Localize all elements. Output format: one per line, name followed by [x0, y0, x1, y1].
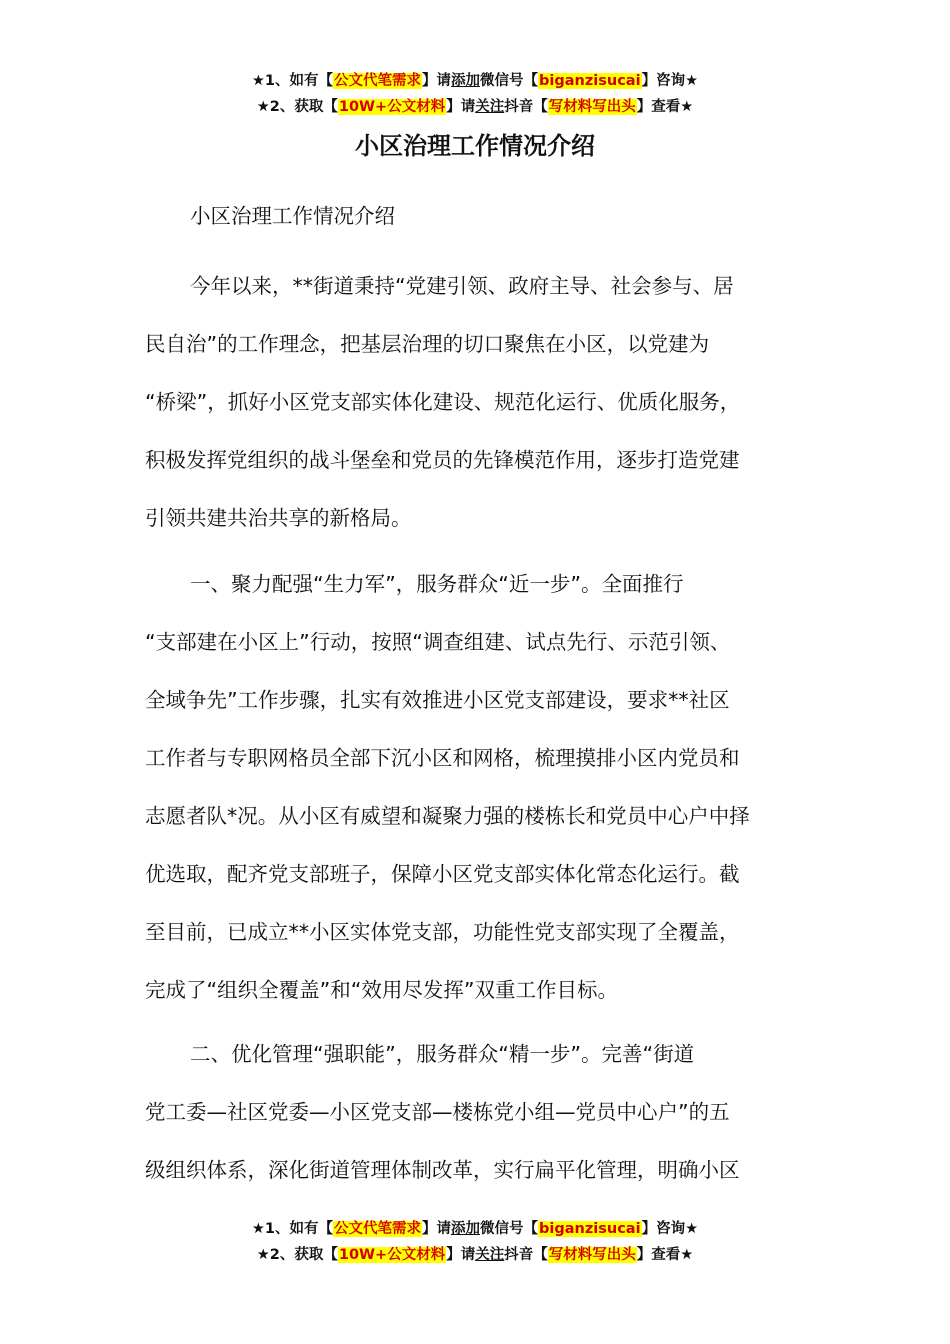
- promo-highlight: 10W+公文材料: [338, 1247, 446, 1263]
- promo-text: ★1、如有【: [251, 73, 334, 89]
- document-subtitle: 小区治理工作情况介绍: [190, 204, 395, 228]
- promo-text: 】咨询★: [641, 73, 699, 89]
- promo-line-1: [0, 1216, 950, 1242]
- promo-line-2: [0, 1242, 950, 1268]
- promo-text: 微信号【: [480, 73, 539, 89]
- promo-underlined: 关注: [475, 1247, 505, 1263]
- paragraph-line: 引领共建共治共享的新格局。: [145, 506, 412, 530]
- promo-text: ★1、如有【: [251, 1221, 334, 1237]
- paragraph-line: 二、优化管理“强职能”，服务群众“精一步”。完善“街道: [190, 1042, 695, 1066]
- paragraph-line: 志愿者队*况。从小区有威望和凝聚力强的楼栋长和党员中心户中择: [145, 804, 750, 828]
- promo-highlight: 公文代笔需求: [334, 73, 422, 89]
- promo-text: 】查看★: [636, 99, 694, 115]
- promo-banner-bottom: [0, 1216, 950, 1268]
- paragraph-line: “支部建在小区上”行动，按照“调查组建、试点先行、示范引领、: [145, 630, 731, 654]
- paragraph-line: 党工委—社区党委—小区党支部—楼栋党小组—党员中心户”的五: [145, 1100, 730, 1124]
- promo-highlight: 公文代笔需求: [334, 1221, 422, 1237]
- promo-text: ★2、获取【: [256, 1247, 338, 1263]
- paragraph-line: 今年以来，**街道秉持“党建引领、政府主导、社会参与、居: [190, 274, 734, 298]
- promo-underlined: 添加: [451, 1221, 481, 1237]
- promo-text: 】请: [422, 73, 452, 89]
- document-title: 小区治理工作情况介绍: [355, 132, 595, 160]
- paragraph-line: 完成了“组织全覆盖”和“效用尽发挥”双重工作目标。: [145, 978, 618, 1002]
- paragraph-line: 优选取，配齐党支部班子，保障小区党支部实体化常态化运行。截: [145, 862, 740, 886]
- promo-text: 】请: [446, 1247, 476, 1263]
- paragraph-2: [145, 555, 845, 1019]
- paragraph-line: 级组织体系，深化街道管理体制改革，实行扁平化管理，明确小区: [145, 1158, 740, 1182]
- promo-text: 】查看★: [636, 1247, 694, 1263]
- promo-highlight: biganzisucai: [539, 73, 641, 89]
- paragraph-line: “桥梁”，抓好小区党支部实体化建设、规范化运行、优质化服务，: [145, 390, 741, 414]
- paragraph-line: 一、聚力配强“生力军”，服务群众“近一步”。全面推行: [190, 572, 684, 596]
- promo-text: 微信号【: [480, 1221, 539, 1237]
- promo-text: 】请: [446, 99, 476, 115]
- paragraph-3: [145, 1025, 845, 1199]
- paragraph-line: 至目前，已成立**小区实体党支部，功能性党支部实现了全覆盖，: [145, 920, 740, 944]
- promo-line-1: [0, 68, 950, 94]
- promo-text: 抖音【: [504, 1247, 548, 1263]
- promo-text: 抖音【: [504, 99, 548, 115]
- promo-text: 】请: [422, 1221, 452, 1237]
- paragraph-line: 工作者与专职网格员全部下沉小区和网格，梳理摸排小区内党员和: [145, 746, 740, 770]
- paragraph-line: 民自治”的工作理念，把基层治理的切口聚焦在小区，以党建为: [145, 332, 710, 356]
- paragraph-1: [145, 257, 845, 547]
- promo-highlight: 写材料写出头: [548, 1247, 636, 1263]
- promo-banner-top: [0, 68, 950, 120]
- promo-underlined: 关注: [475, 99, 505, 115]
- promo-highlight: 10W+公文材料: [338, 99, 446, 115]
- paragraph-line: 积极发挥党组织的战斗堡垒和党员的先锋模范作用，逐步打造党建: [145, 448, 740, 472]
- promo-line-2: [0, 94, 950, 120]
- promo-highlight: biganzisucai: [539, 1221, 641, 1237]
- promo-highlight: 写材料写出头: [548, 99, 636, 115]
- promo-underlined: 添加: [451, 73, 481, 89]
- promo-text: ★2、获取【: [256, 99, 338, 115]
- paragraph-line: 全域争先”工作步骤，扎实有效推进小区党支部建设，要求**社区: [145, 688, 730, 712]
- promo-text: 】咨询★: [641, 1221, 699, 1237]
